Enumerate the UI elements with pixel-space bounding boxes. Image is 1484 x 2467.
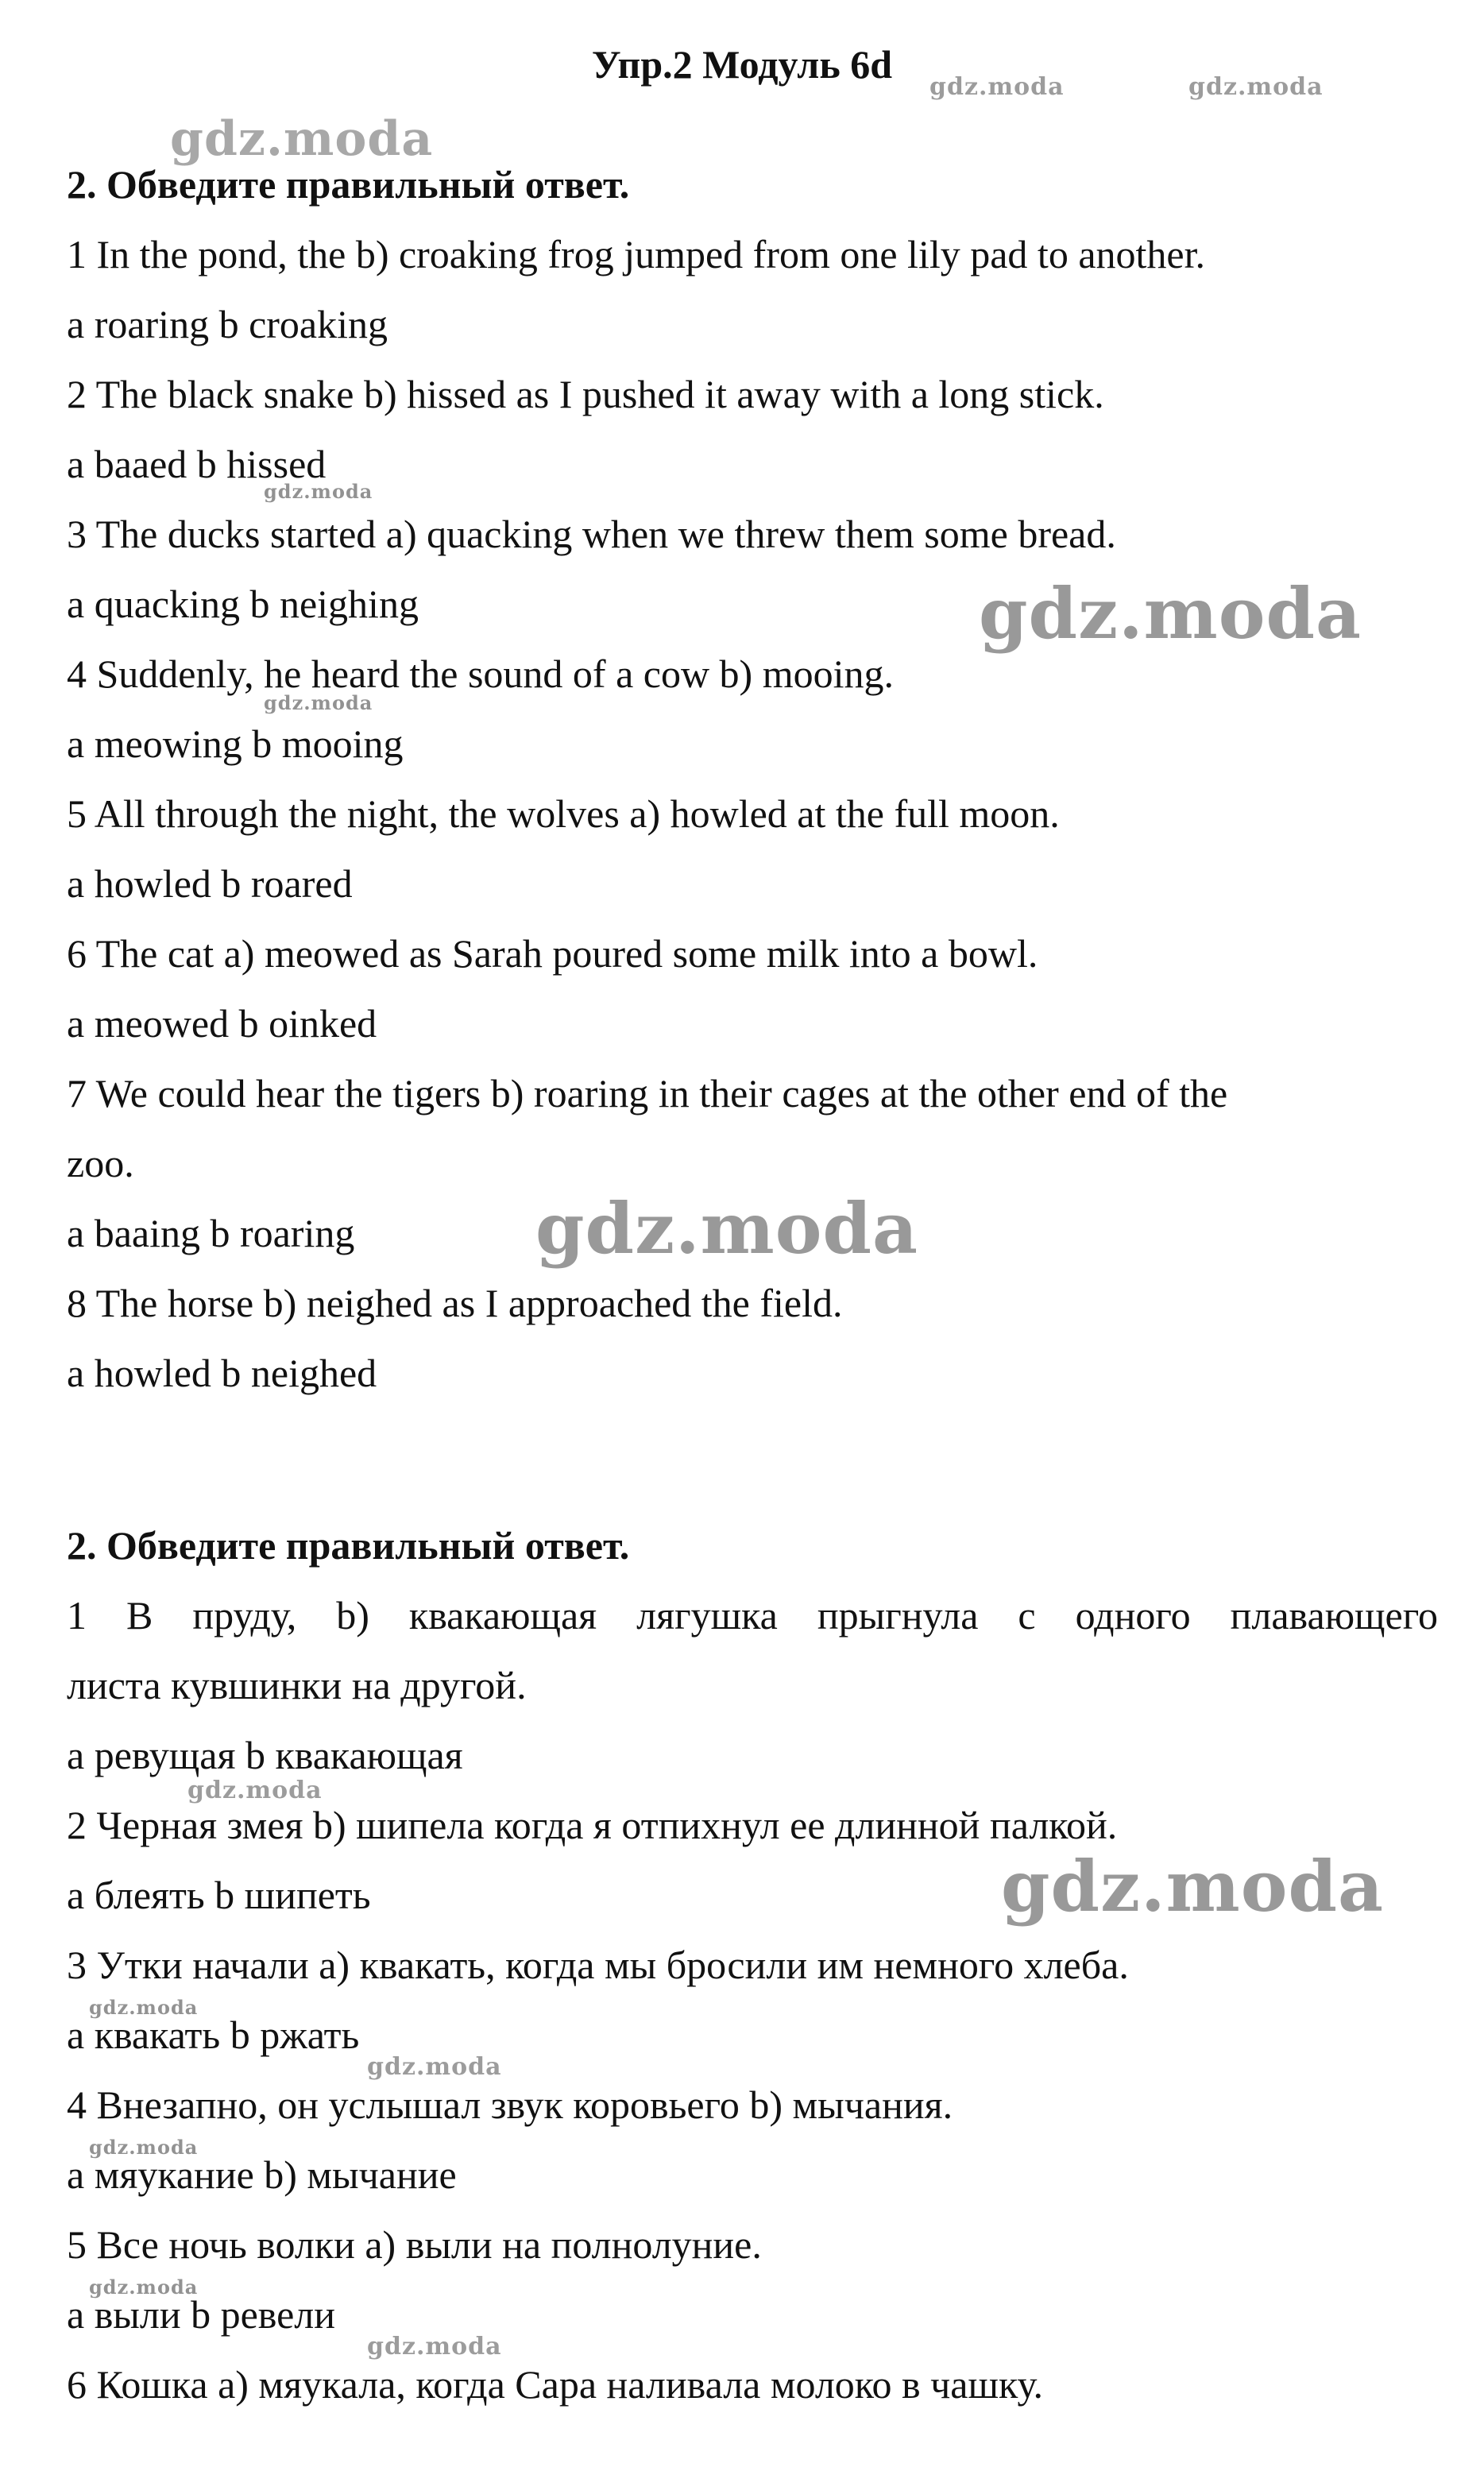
english-line-11: 6 The cat a) meowed as Sarah poured some milk into a bowl. xyxy=(67,931,1038,976)
russian-line-9: а выли b ревели xyxy=(67,2292,336,2337)
russian-section xyxy=(67,1510,1438,2419)
english-line-3: 2 The black snake b) hissed as I pushed it away with a long stick. xyxy=(67,372,1104,416)
english-line-8: a meowing b mooing xyxy=(67,721,404,766)
watermark: gdz.moda xyxy=(264,691,373,714)
english-heading: 2. Обведите правильный ответ. xyxy=(67,162,630,207)
english-line-14: zoo. xyxy=(67,1141,134,1185)
page-title: Упр.2 Модуль 6d xyxy=(591,42,893,87)
english-line-1: 1 In the pond, the b) croaking frog jumped from one lily pad to another. xyxy=(67,232,1205,276)
russian-line-1: а ревущая b квакающая xyxy=(67,1733,463,1777)
watermark: gdz.moda xyxy=(264,480,373,503)
english-line-15: a baaing b roaring xyxy=(67,1211,355,1255)
watermark: gdz.moda xyxy=(1188,73,1324,101)
watermark: gdz.moda xyxy=(89,2276,199,2299)
watermark: gdz.moda xyxy=(535,1187,919,1270)
russian-line-4: 3 Утки начали a) квакать, когда мы бросили им немного хлеба. xyxy=(67,1943,1129,1987)
english-line-13: 7 We could hear the tigers b) roaring in their cages at the other end of the xyxy=(67,1071,1228,1116)
english-line-7: 4 Suddenly, he heard the sound of a cow b) mooing. xyxy=(67,652,894,696)
english-line-2: a roaring b croaking xyxy=(67,302,388,346)
english-line-4: a baaed b hissed xyxy=(67,442,327,486)
watermark: gdz.moda xyxy=(89,2136,199,2159)
english-line-6: a quacking b neighing xyxy=(67,582,419,626)
russian-heading: 2. Обведите правильный ответ. xyxy=(67,1523,630,1568)
russian-line-3: а блеять b шипеть xyxy=(67,1873,371,1917)
russian-line-6: 4 Внезапно, он услышал звук коровьего b) мычания. xyxy=(67,2082,953,2127)
watermark: gdz.moda xyxy=(170,111,434,167)
watermark: gdz.moda xyxy=(979,572,1362,655)
english-line-16: 8 The horse b) neighed as I approached the field. xyxy=(67,1281,843,1325)
english-line-17: a howled b neighed xyxy=(67,1351,377,1395)
watermark: gdz.moda xyxy=(89,1996,199,2019)
russian-line-2: 2 Черная змея b) шипела когда я отпихнул ее длинной палкой. xyxy=(67,1803,1118,1847)
english-line-9: 5 All through the night, the wolves a) howled at the full moon. xyxy=(67,791,1060,836)
russian-item1-line2: листа кувшинки на другой. xyxy=(67,1663,527,1707)
russian-item1-line1: 1 В пруду, b) квакающая лягушка прыгнула с одного плавающего xyxy=(67,1593,1438,1638)
english-line-5: 3 The ducks started a) quacking when we threw them some bread. xyxy=(67,512,1116,556)
watermark: gdz.moda xyxy=(929,73,1065,101)
russian-line-10: 6 Кошка a) мяукала, когда Сара наливала молоко в чашку. xyxy=(67,2362,1044,2407)
english-line-12: a meowed b oinked xyxy=(67,1001,377,1046)
english-line-10: a howled b roared xyxy=(67,861,353,906)
watermark: gdz.moda xyxy=(367,2053,502,2081)
watermark: gdz.moda xyxy=(187,1777,323,1804)
russian-line-8: 5 Все ночь волки a) выли на полнолуние. xyxy=(67,2222,762,2267)
russian-line-7: а мяукание b) мычание xyxy=(67,2152,457,2197)
watermark: gdz.moda xyxy=(367,2333,502,2361)
watermark: gdz.moda xyxy=(1001,1845,1385,1928)
russian-line-5: а квакать b ржать xyxy=(67,2013,360,2057)
